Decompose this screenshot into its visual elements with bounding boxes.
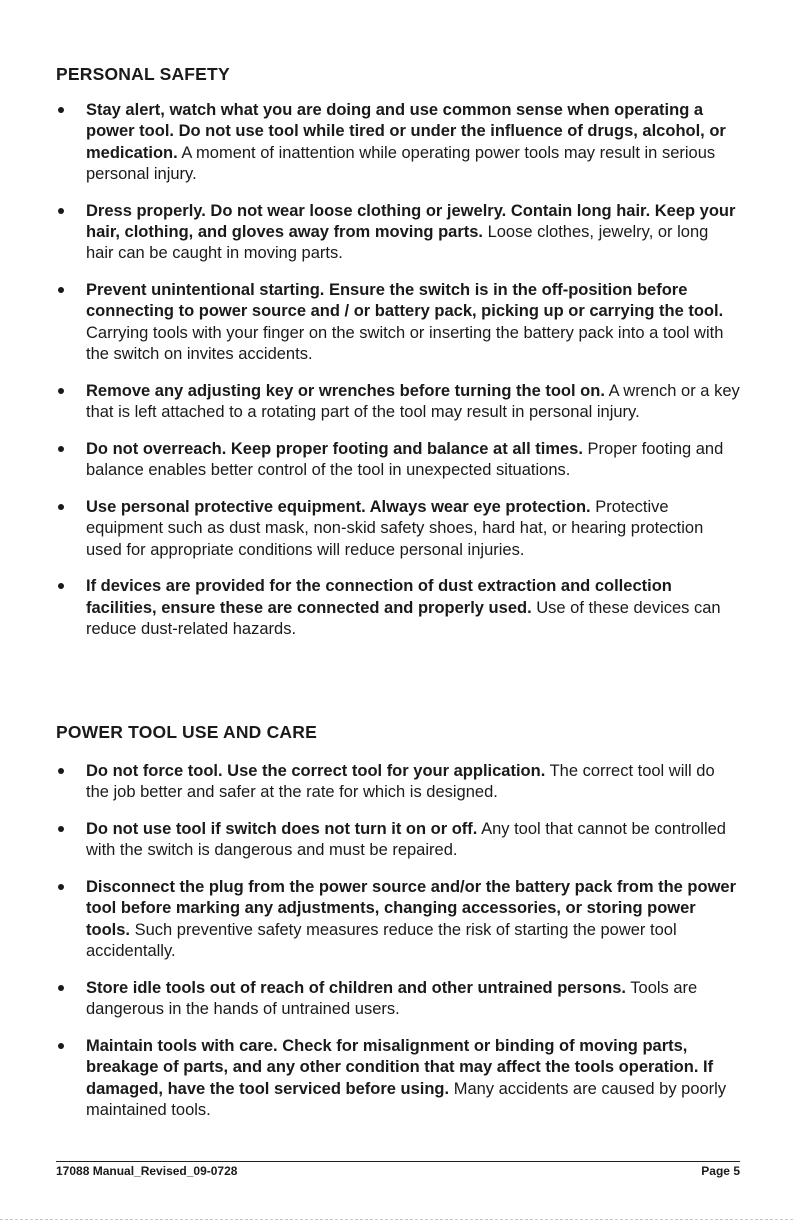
list-item	[56, 497, 740, 561]
bullet-body-text: Carrying tools with your finger on the switch or inserting the battery pack into a tool with the switch on invites accidents.	[86, 323, 724, 363]
power-tool-use-list	[56, 761, 740, 1137]
bullet-bold-text: Do not use tool if switch does not turn it on or off.	[86, 820, 478, 839]
bullet-body-text: Use of these devices can reduce dust-related hazards.	[86, 598, 721, 638]
bullet-bold-text: Maintain tools with care. Check for misalignment or binding of moving parts, breakage of parts, and any other condition that may affect the tools operation. If damaged, have the tool serviced before using.	[86, 1036, 714, 1098]
bullet-bold-text: If devices are provided for the connection of dust extraction and collection facilities, ensure these are connected and properly used.	[86, 577, 672, 617]
bullet-bold-text: Remove any adjusting key or wrenches before turning the tool on.	[86, 381, 605, 400]
power-tool-use-heading: POWER TOOL USE AND CARE	[56, 722, 317, 742]
bullet-body-text: A moment of inattention while operating power tools may result in serious personal injury.	[86, 143, 716, 183]
bullet-body-text: The correct tool will do the job better and safer at the rate for which is designed.	[86, 762, 715, 802]
bullet-body-text: Tools are dangerous in the hands of untrained users.	[86, 978, 698, 1019]
bullet-bold-text: Stay alert, watch what you are doing and use common sense when operating a power tool. Do not use tool while tired or under the influence of drugs, alcohol, or medication.	[86, 101, 726, 162]
footer-manual-id: 17088 Manual_Revised_09-0728	[56, 1164, 238, 1178]
list-item	[56, 280, 740, 365]
list-item	[56, 381, 740, 424]
personal-safety-list	[56, 100, 740, 656]
list-item	[56, 877, 740, 962]
scan-edge-divider	[0, 1219, 793, 1220]
bullet-bold-text: Dress properly. Do not wear loose clothing or jewelry. Contain long hair. Keep your hair, clothing, and gloves away from moving parts.	[86, 201, 736, 241]
list-item	[56, 761, 740, 804]
bullet-bold-text: Do not overreach. Keep proper footing and balance at all times.	[86, 439, 583, 458]
bullet-body-text: Many accidents are caused by poorly maintained tools.	[86, 1079, 727, 1119]
list-item	[56, 201, 740, 265]
bullet-body-text: A wrench or a key that is left attached to a rotating part of the tool may result in personal injury.	[86, 381, 740, 422]
bullet-body-text: Loose clothes, jewelry, or long hair can be caught in moving parts.	[86, 222, 709, 263]
bullet-bold-text: Store idle tools out of reach of children and other untrained persons.	[86, 978, 626, 997]
bullet-body-text: Such preventive safety measures reduce the risk of starting the power tool accidentally.	[86, 920, 677, 961]
list-item	[56, 978, 740, 1021]
bullet-bold-text: Do not force tool. Use the correct tool for your application.	[86, 762, 546, 780]
footer-divider	[56, 1161, 740, 1162]
bullet-body-text: Any tool that cannot be controlled with the switch is dangerous and must be repaired.	[86, 820, 726, 860]
page-number: Page 5	[701, 1164, 740, 1178]
list-item	[56, 1036, 740, 1121]
bullet-bold-text: Prevent unintentional starting. Ensure the switch is in the off-position before connecting to power source and / or battery pack, picking up or carrying the tool.	[86, 281, 724, 321]
list-item	[56, 100, 740, 185]
list-item	[56, 819, 740, 862]
bullet-body-text: Protective equipment such as dust mask, non-skid safety shoes, hard hat, or hearing protection used for appropriate conditions will reduce personal injuries.	[86, 497, 704, 559]
personal-safety-heading: PERSONAL SAFETY	[56, 64, 230, 84]
bullet-bold-text: Use personal protective equipment. Always wear eye protection.	[86, 497, 591, 516]
bullet-body-text: Proper footing and balance enables better control of the tool in unexpected situations.	[86, 439, 724, 480]
list-item	[56, 439, 740, 482]
list-item	[56, 576, 740, 640]
bullet-bold-text: Disconnect the plug from the power source and/or the battery pack from the power tool before marking any adjustments, changing accessories, or storing power tools.	[86, 878, 737, 939]
